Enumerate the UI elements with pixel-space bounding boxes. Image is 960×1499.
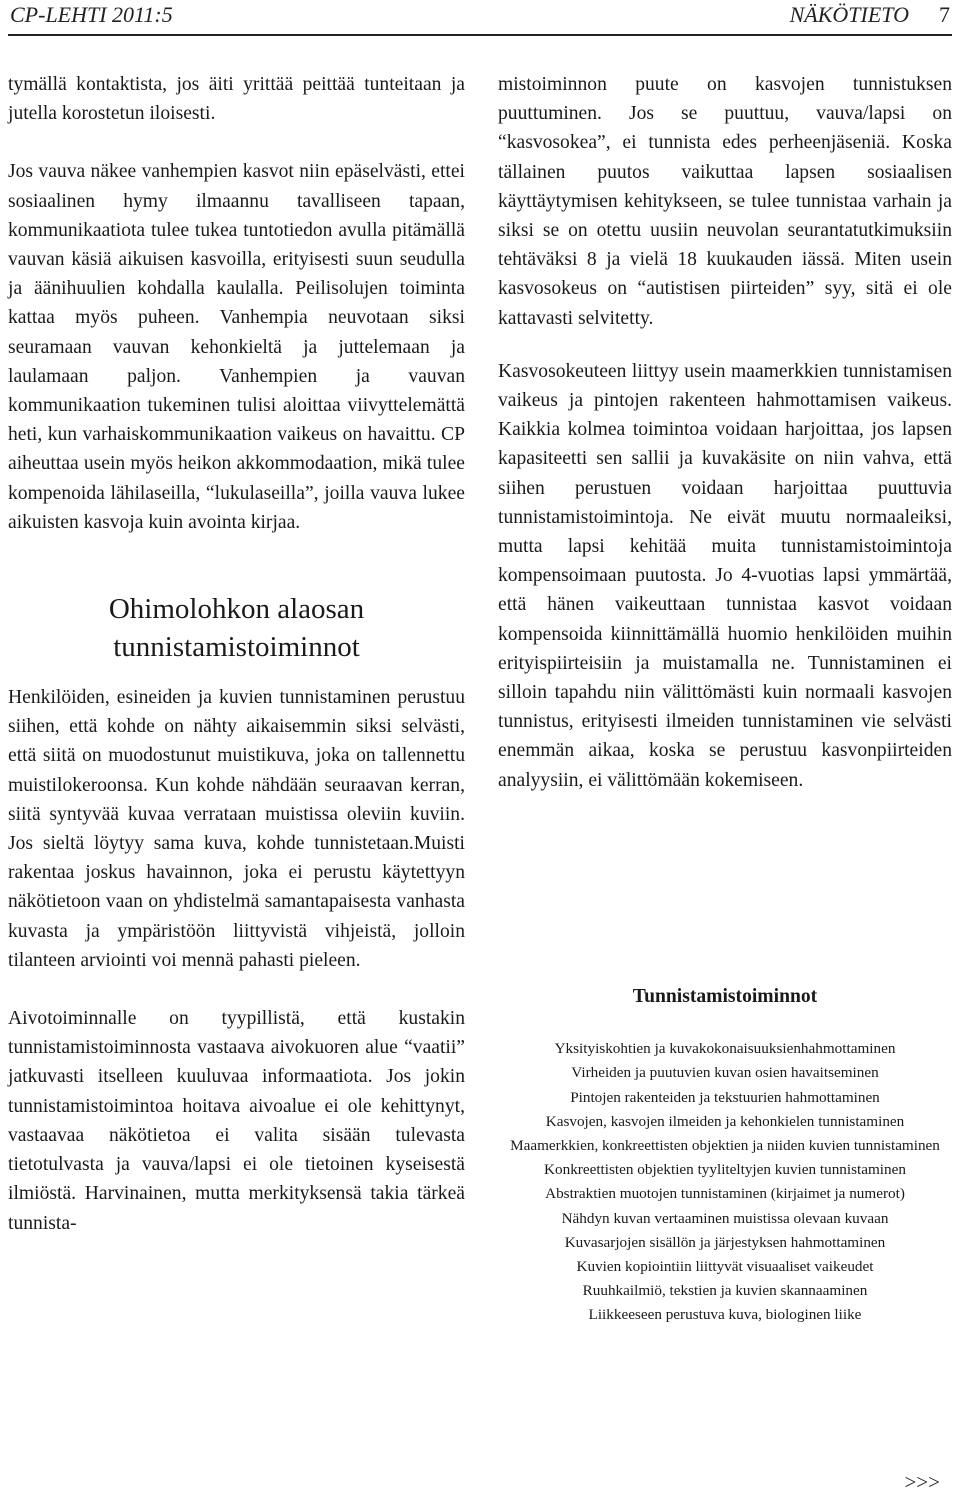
continue-marker: >>> [904,1470,940,1494]
list-item: Kasvojen, kasvojen ilmeiden ja kehonkielen tunnistaminen [545,1112,905,1130]
box-title: Tunnistamistoiminnot [632,986,818,1007]
list-item: Yksityiskohtien ja kuvakokonaisuuksienhahmottaminen [554,1040,896,1058]
section-name: NÄKÖTIETO [789,2,909,27]
paragraph: Kasvosokeuteen liittyy usein maamerkkien tunnistamisen vaikeus ja pintojen rakenteen hahmottamisen vaikeus. Kaikkia kolmea toimintoa voidaan harjoittaa, jos lapsen kapasiteetti sen sallii ja kuvakäsite on niin vahva, että siihen perustuen voidaan harjoittaa puuttuvia tunnistamistoimintoja. Ne eivät muutu normaaleiksi, mutta lapsi kehitää muita tunnistamistoimintoja kompensoimaan puutosta. Jo 4-vuotias lapsi ymmärtää, että hänen vaikeuttaan tunnistaa kasvot voidaan kompensoida kiinnittämällä huomio henkilöiden muihin erityispiirteisiin ja muistamalla ne. Tunnistaminen ei silloin tapahdu niin välittömästi kuin normaali kasvojen tunnistus, erityisesti ilmeiden tunnistaminen vie selvästi enemmän aikaa, koska se perustuu kasvonpiirteiden analyysiin, ei välittömään kokemiseen. [498,360,952,791]
paragraph: Henkilöiden, esineiden ja kuvien tunnistaminen perustuu siihen, että kohde on nähty aikaisemmin siksi selvästi, että siitä on muodostunut muistikuva, joka on tallennettu muistilokeroonsa. Kun kohde nähdään seuraavan kerran, siitä syntyvää kuvaa verrataan muistissa oleviin kuviin. Jos sieltä löytyy sama kuva, kohde tunnistetaan.Muisti rakentaa joskus havainnon, joka ei perustu käytettyyn näkötietoon vaan on yhdistelmä samantapaisesta vanhasta kuvasta ja ympäristöön liittyvistä vihjeistä, jolloin tilanteen arviointi voi mennä pahasti pieleen. [8,687,465,971]
list-item: Kuvasarjojen sisällön ja järjestyksen hahmottaminen [564,1233,886,1251]
list-item: Konkreettisten objektien tyyliteltyjen kuvien tunnistaminen [544,1161,906,1179]
page-number: 7 [939,2,950,27]
box-list [498,1037,952,1327]
list-item: Nähdyn kuvan vertaaminen muistissa olevaan kuvaan [561,1209,889,1227]
paragraph: tymällä kontaktista, jos äiti yrittää peittää tunteitaan ja jutella korostetun iloisesti. [8,74,465,125]
recognition-functions-box [498,985,952,1328]
right-column [498,70,952,795]
paragraph: Jos vauva näkee vanhempien kasvot niin epäselvästi, ettei sosiaalinen hymy ilmaannu tavalliseen tapaan, kommunikaatiota tulee tukea tuntotiedon avulla pitämällä vauvan käsiä aikuisen kasvoilla, erityisesti suun seudulla ja äänihuulien kohdalla kaulalla. Peilisolujen toiminta kattaa myös puheen. Vanhempia neuvotaan siksi seuramaan vauvan kehonkieltä ja juttelemaan ja laulamaan paljon. Vanhempien ja vauvan kommunikaation tukeminen tulisi aloittaa viivyttelemättä heti, kun varhaiskommunikaation vaikeus on havaittu. CP aiheuttaa usein myös heikon akkommodaation, mikä tulee kompenoida lähilaseilla, “lukulaseilla”, joilla vauva lukee aikuisten kasvoja kuin avointa kirjaa. [8,161,465,533]
list-item: Kuvien kopiointiin liittyvät visuaaliset vaikeudet [576,1258,874,1276]
list-item: Pintojen rakenteiden ja tekstuurien hahmottaminen [570,1088,880,1106]
list-item: Abstraktien muotojen tunnistaminen (kirjaimet ja numerot) [545,1185,905,1203]
list-item: Liikkeeseen perustuva kuva, biologinen liike [588,1306,862,1324]
list-item: Ruuhkailmiö, tekstien ja kuvien skannaaminen [582,1282,868,1300]
list-item: Virheiden ja puutuvien kuvan osien havaitseminen [571,1064,879,1082]
page-header [8,0,952,36]
left-column [8,70,465,1238]
list-item: Maamerkkien, konkreettisten objektien ja niiden kuvien tunnistaminen [510,1137,940,1155]
magazine-issue: CP-LEHTI 2011:5 [10,2,173,27]
header-right [790,2,950,28]
paragraph: mistoiminnon puute on kasvojen tunnistuksen puuttuminen. Jos se puuttuu, vauva/lapsi on “kasvosokea”, ei tunnista edes perheenjäseniä. Koska tällainen puutos vaikuttaa lapsen sosiaalisen käyttäytymisen kehitykseen, se tulee tunnistaa varhain ja siksi se on otettu uusiin neuvolan seurantatutkimuksiin tehtäväksi 8 ja vielä 18 kuukauden iässä. Miten usein kasvosokeus on “autistisen piirteiden” syy, sitä ei ole kattavasti selvitetty. [498,74,952,329]
section-heading: Ohimolohkon alaosan tunnistamistoiminnot [108,593,365,664]
paragraph: Aivotoiminnalle on tyypillistä, että kustakin tunnistamistoiminnosta vastaava aivokuoren alue “vaatii” jatkuvasti itselleen kuuluvaa informaatiota. Jos jokin tunnistamistoimintoa hoitava aivoalue ei ole kehittynyt, vastaavaa näkötietoa ei valita sisään tulevasta tietotulvasta ja vauva/lapsi ei ole tietoinen kyseisestä ilmiöstä. Harvinainen, mutta merkityksensä takia tärkeä tunnista- [8,1008,465,1234]
